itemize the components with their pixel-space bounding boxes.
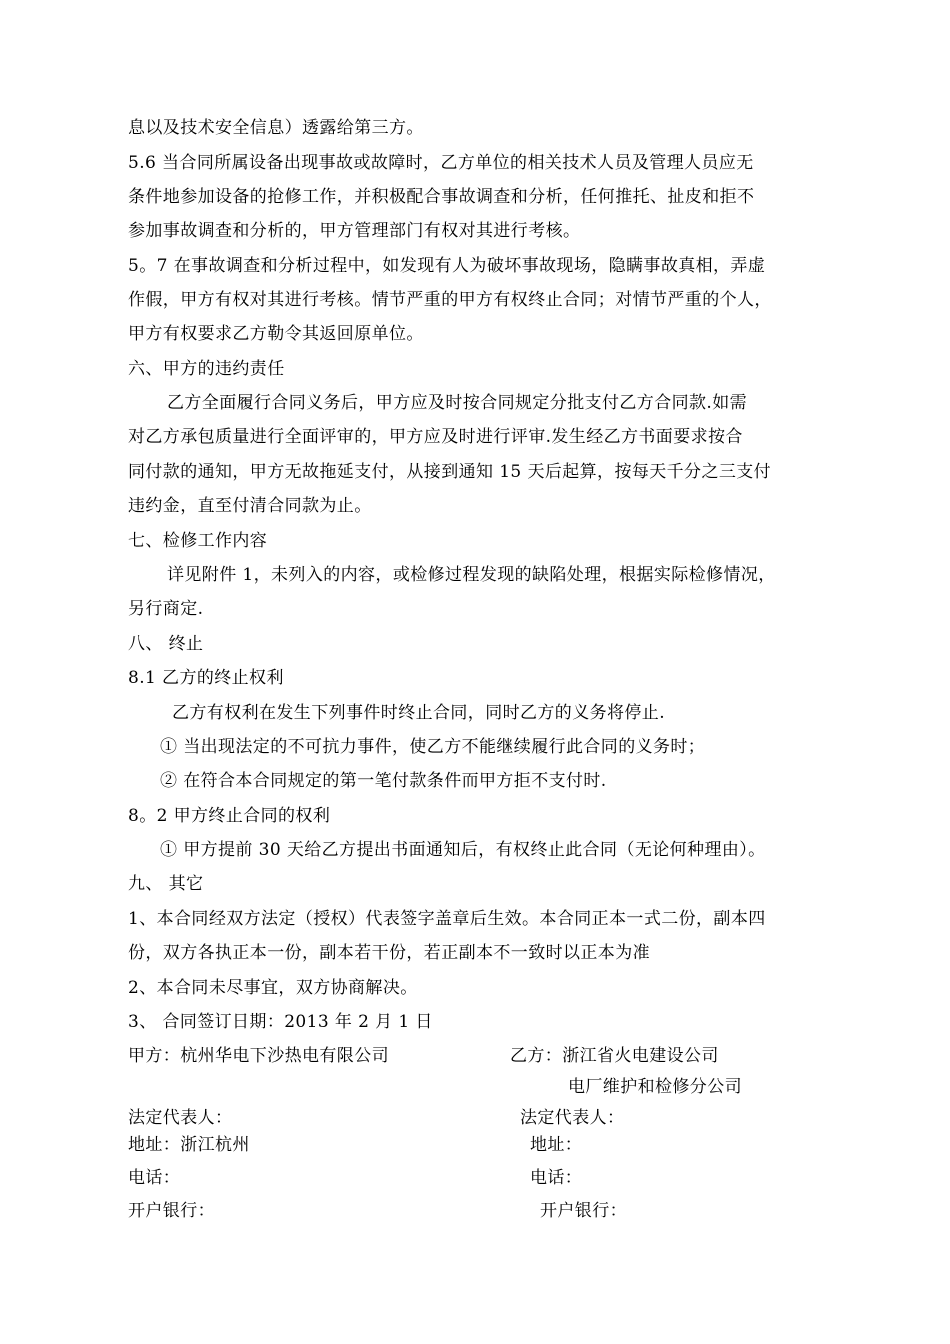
party-a-rep: 法定代表人： xyxy=(128,1108,233,1128)
text-line: 另行商定. xyxy=(128,599,204,619)
text-line: 参加事故调查和分析的，甲方管理部门有权对其进行考核。 xyxy=(128,221,581,241)
list-item: ② 在符合本合同规定的第一笔付款条件而甲方拒不支付时. xyxy=(160,771,607,791)
text-line: 乙方全面履行合同义务后，甲方应及时按合同规定分批支付乙方合同款.如需 xyxy=(167,393,748,413)
subsection-heading: 8.1 乙方的终止权利 xyxy=(128,668,284,688)
text-line: 甲方有权要求乙方勒令其返回原单位。 xyxy=(128,324,424,344)
text-line: 同付款的通知，甲方无故拖延支付，从接到通知 15 天后起算，按每天千分之三支付 xyxy=(128,462,772,482)
text-line: 份，双方各执正本一份，副本若干份，若正副本不一致时以正本为准 xyxy=(128,943,650,963)
text-line: 对乙方承包质量进行全面评审的，甲方应及时进行评审.发生经乙方书面要求按合 xyxy=(128,427,743,447)
party-a-address: 地址：浙江杭州 xyxy=(128,1135,250,1155)
text-line: 5.6 当合同所属设备出现事故或故障时，乙方单位的相关技术人员及管理人员应无 xyxy=(128,153,754,173)
text-line: 乙方有权利在发生下列事件时终止合同，同时乙方的义务将停止. xyxy=(172,703,666,723)
list-item: ① 甲方提前 30 天给乙方提出书面通知后，有权终止此合同（无论何种理由）。 xyxy=(160,840,766,860)
text-line: 5。7 在事故调查和分析过程中，如发现有人为破坏事故现场，隐瞒事故真相，弄虚 xyxy=(128,256,766,276)
section-heading: 八、 终止 xyxy=(128,634,204,654)
party-b-phone: 电话： xyxy=(530,1168,583,1188)
party-b-address: 地址： xyxy=(530,1135,583,1155)
text-line: 详见附件 1，未列入的内容，或检修过程发现的缺陷处理，根据实际检修情况， xyxy=(167,565,776,585)
section-heading: 七、检修工作内容 xyxy=(128,531,268,551)
text-line: 违约金，直至付清合同款为止。 xyxy=(128,496,372,516)
party-a-phone: 电话： xyxy=(128,1168,181,1188)
party-b-bank: 开户银行： xyxy=(540,1201,627,1221)
party-b-name-line2: 电厂维护和检修分公司 xyxy=(568,1077,742,1097)
party-a-name: 甲方：杭州华电下沙热电有限公司 xyxy=(128,1046,389,1066)
text-line: 2、本合同未尽事宜，双方协商解决。 xyxy=(128,978,418,998)
party-a-bank: 开户银行： xyxy=(128,1201,215,1221)
signing-date: 3、 合同签订日期：2013 年 2 月 1 日 xyxy=(128,1012,433,1032)
text-line: 作假，甲方有权对其进行考核。情节严重的甲方有权终止合同；对情节严重的个人， xyxy=(128,290,772,310)
subsection-heading: 8。2 甲方终止合同的权利 xyxy=(128,806,331,826)
party-b-rep: 法定代表人： xyxy=(520,1108,625,1128)
section-heading: 六、甲方的违约责任 xyxy=(128,359,285,379)
text-line: 息以及技术安全信息）透露给第三方。 xyxy=(128,118,424,138)
text-line: 条件地参加设备的抢修工作，并积极配合事故调查和分析，任何推托、扯皮和拒不 xyxy=(128,187,755,207)
text-line: 1、本合同经双方法定（授权）代表签字盖章后生效。本合同正本一式二份，副本四 xyxy=(128,909,766,929)
party-b-name: 乙方：浙江省火电建设公司 xyxy=(510,1046,719,1066)
section-heading: 九、 其它 xyxy=(128,874,204,894)
list-item: ① 当出现法定的不可抗力事件，使乙方不能继续履行此合同的义务时； xyxy=(160,737,706,757)
